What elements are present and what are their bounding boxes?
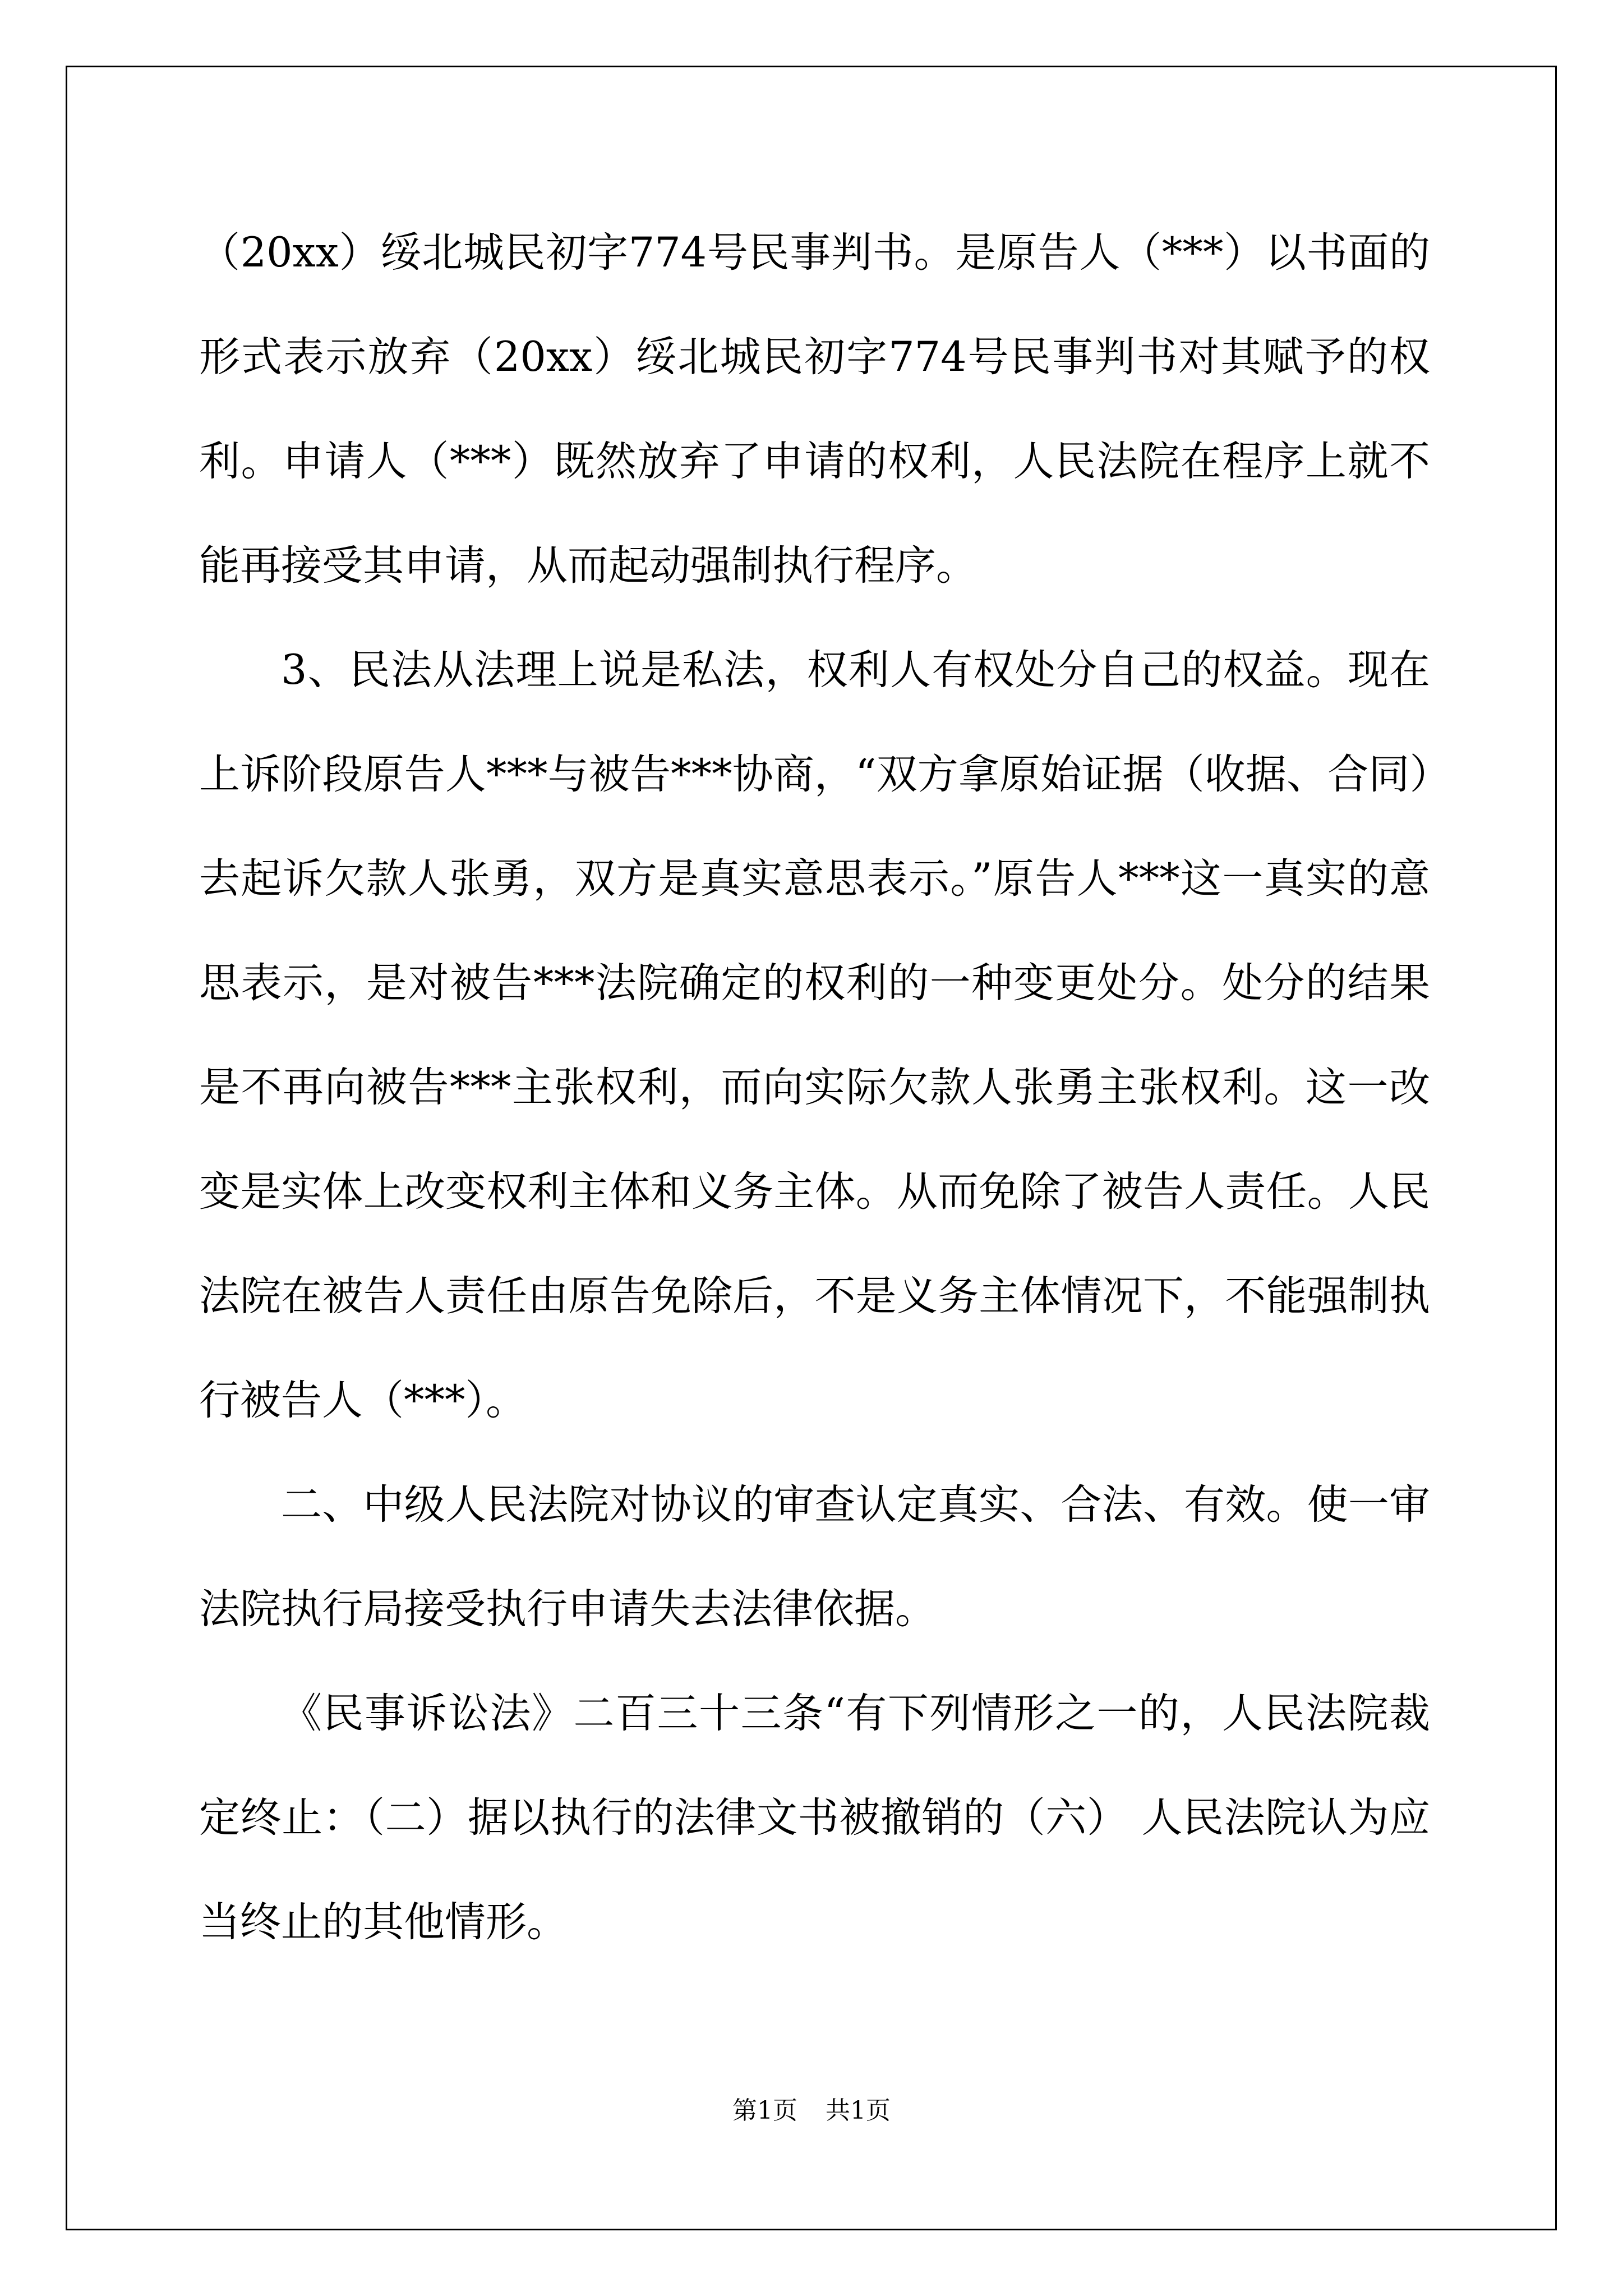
paragraph-1: （20xx）绥北城民初字774号民事判书。是原告人（***）以书面的形式表示放弃（20xx）绥北城民初字774号民事判书对其赋予的权利。申请人（***）既然放弃了申请的权利，人民法院在程序上就不能再接受其申请，从而起动强制执行程序。 <box>199 229 1430 590</box>
page-total: 共1页 <box>826 2096 891 2125</box>
page-footer <box>0 2094 1623 2128</box>
paragraph-4: 《民事诉讼法》二百三十三条“有下列情形之一的，人民法院裁定终止：（二）据以执行的法律文书被撤销的（六） 人民法院认为应当终止的其他情形。 <box>199 1690 1430 1946</box>
page-number: 第1页 <box>732 2096 797 2125</box>
paragraph-2: 3、民法从法理上说是私法，权利人有权处分自己的权益。现在上诉阶段原告人***与被告***协商，“双方拿原始证据（收据、合同）去起诉欠款人张勇，双方是真实意思表示。”原告人***这一真实的意思表示，是对被告***法院确定的权利的一种变更处分。处分的结果是不再向被告***主张权利，而向实际欠款人张勇主张权利。这一改变是实体上改变权利主体和义务主体。从而免除了被告人责任。人民法院在被告人责任由原告免除后，不是义务主体情况下，不能强制执行被告人（***）。 <box>199 646 1430 1424</box>
paragraph-3: 二、中级人民法院对协议的审查认定真实、合法、有效。使一审法院执行局接受执行申请失去法律依据。 <box>199 1481 1430 1633</box>
document-body <box>199 201 1430 1975</box>
